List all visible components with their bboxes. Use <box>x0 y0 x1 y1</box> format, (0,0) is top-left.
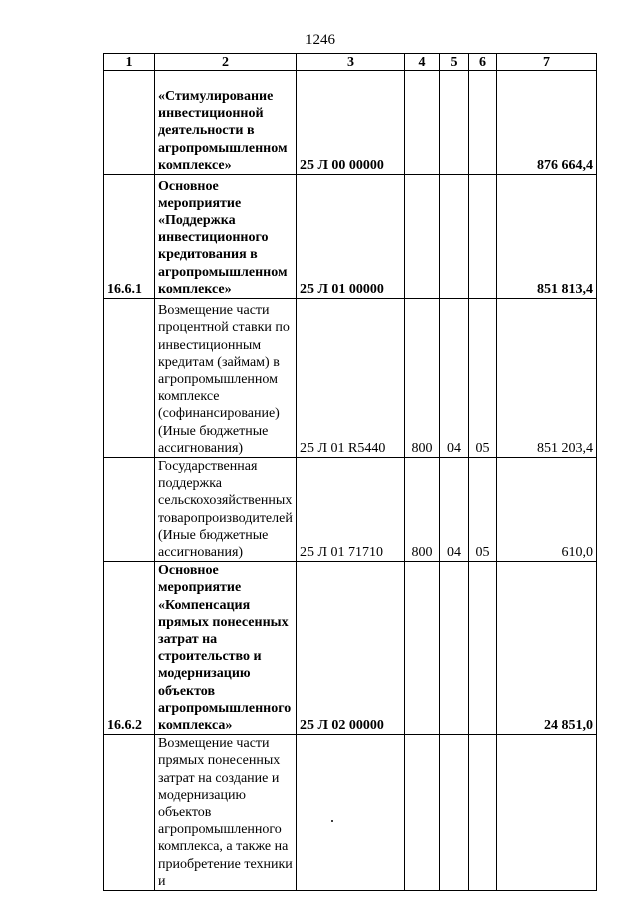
row-name-text: Основное мероприятие «Поддержка инвестиционного кредитования в агропромышленном комплексе» <box>158 178 288 297</box>
row-name <box>155 562 297 735</box>
row-name-text: Государственная поддержка сельскохозяйственных товаропроизводителей (Иные бюджетные ассигнования) <box>158 459 293 561</box>
row-name <box>155 299 297 458</box>
row-vr: 800 <box>405 299 440 458</box>
row-rz <box>440 735 469 891</box>
table-row <box>104 299 597 458</box>
row-code: 25 Л 01 00000 <box>297 175 405 299</box>
row-pr <box>469 562 497 735</box>
row-sum <box>497 735 597 891</box>
column-header: 6 <box>469 54 497 71</box>
row-number <box>104 299 155 458</box>
budget-table <box>103 53 597 891</box>
row-vr <box>405 175 440 299</box>
column-header: 4 <box>405 54 440 71</box>
row-sum: 610,0 <box>497 458 597 562</box>
row-rz <box>440 71 469 175</box>
row-code: 25 Л 01 R5440 <box>297 299 405 458</box>
row-pr: 05 <box>469 299 497 458</box>
row-number: 16.6.1 <box>104 175 155 299</box>
row-vr <box>405 735 440 891</box>
table-row <box>104 71 597 175</box>
row-code <box>297 735 405 891</box>
row-pr: 05 <box>469 458 497 562</box>
table-row <box>104 735 597 891</box>
row-rz <box>440 562 469 735</box>
row-name <box>155 71 297 175</box>
row-name <box>155 735 297 891</box>
row-rz <box>440 175 469 299</box>
column-header: 1 <box>104 54 155 71</box>
row-sum: 24 851,0 <box>497 562 597 735</box>
row-number: 16.6.2 <box>104 562 155 735</box>
row-sum: 851 203,4 <box>497 299 597 458</box>
row-code: 25 Л 00 00000 <box>297 71 405 175</box>
row-pr <box>469 71 497 175</box>
page-number: 1246 <box>305 32 335 48</box>
table-row <box>104 175 597 299</box>
scan-mark <box>331 820 333 822</box>
row-sum: 851 813,4 <box>497 175 597 299</box>
column-header: 3 <box>297 54 405 71</box>
row-vr <box>405 71 440 175</box>
row-code: 25 Л 01 71710 <box>297 458 405 562</box>
row-number <box>104 71 155 175</box>
row-number <box>104 458 155 562</box>
row-name <box>155 458 297 562</box>
row-name-text: Возмещение части прямых понесенных затрат на создание и модернизацию объектов агропромышленного комплекса, а также на приобретение техники и <box>158 736 293 889</box>
table-header-row <box>104 54 597 71</box>
row-vr <box>405 562 440 735</box>
row-rz: 04 <box>440 458 469 562</box>
row-name-text: «Стимулирование инвестиционной деятельности в агропромышленном комплексе» <box>158 88 288 173</box>
row-pr <box>469 175 497 299</box>
table-row <box>104 562 597 735</box>
row-name-text: Основное мероприятие «Компенсация прямых понесенных затрат на строительство и модернизацию объектов агропромышленного комплекса» <box>158 563 292 734</box>
row-name <box>155 175 297 299</box>
row-number <box>104 735 155 891</box>
row-pr <box>469 735 497 891</box>
column-header: 5 <box>440 54 469 71</box>
column-header: 2 <box>155 54 297 71</box>
row-vr: 800 <box>405 458 440 562</box>
column-header: 7 <box>497 54 597 71</box>
row-rz: 04 <box>440 299 469 458</box>
row-sum: 876 664,4 <box>497 71 597 175</box>
table-row <box>104 458 597 562</box>
row-code: 25 Л 02 00000 <box>297 562 405 735</box>
row-name-text: Возмещение части процентной ставки по инвестиционным кредитам (займам) в агропромышленном комплексе (софинансирование) (Иные бюджетные ассигнования) <box>158 303 290 456</box>
